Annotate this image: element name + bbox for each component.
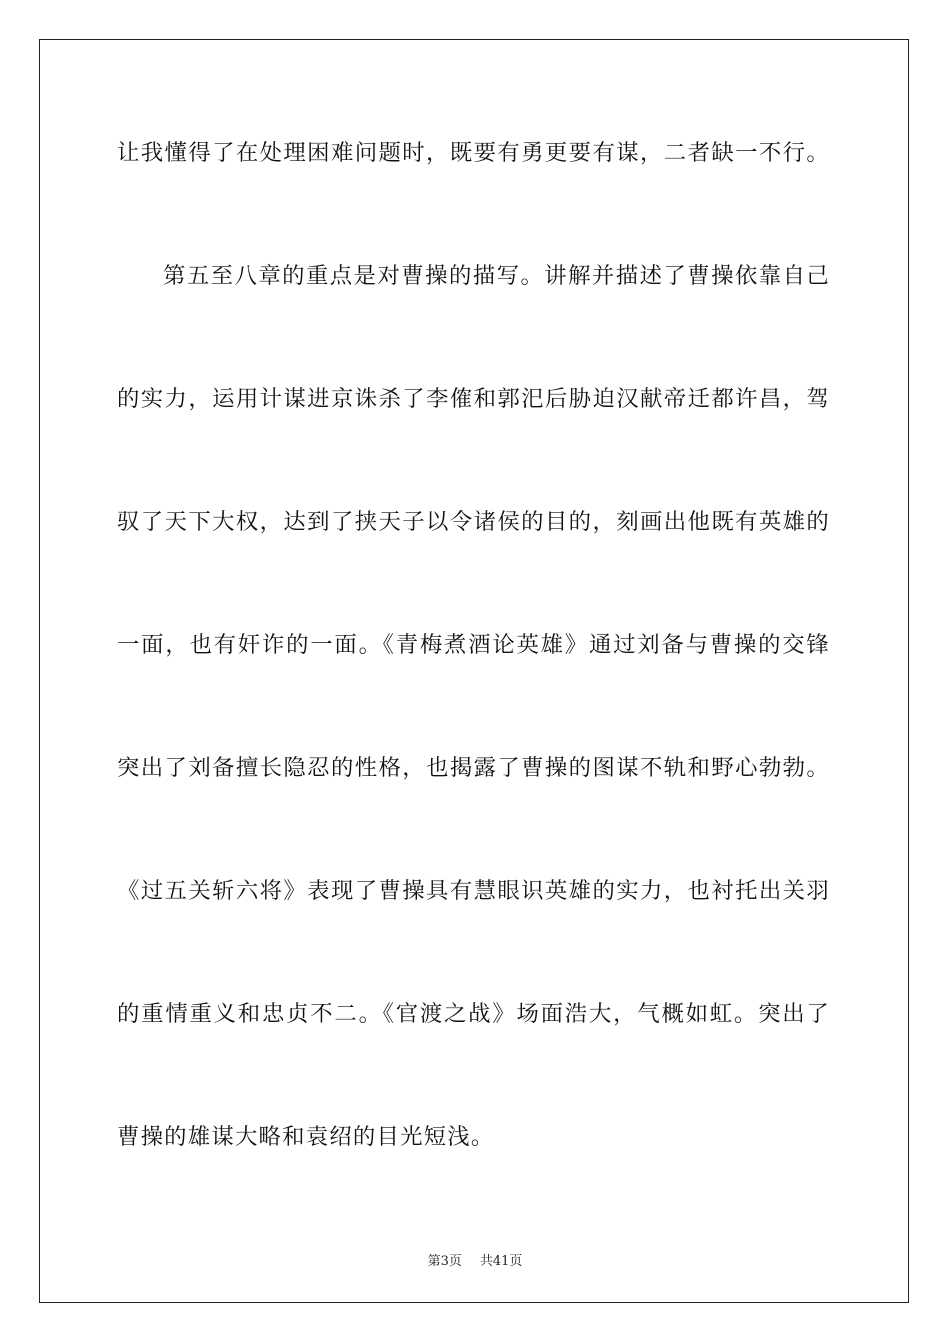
page-footer [0,1250,950,1269]
body-line-9: 曹操的雄谋大略和袁绍的目光短浅。 [117,1124,495,1150]
page-border [39,39,909,1303]
body-line-1: 让我懂得了在处理困难问题时，既要有勇更要有谋，二者缺一不行。 [117,140,830,166]
body-line-5: 一面，也有奸诈的一面。《青梅煮酒论英雄》通过刘备与曹操的交锋 [117,632,830,658]
body-line-6: 突出了刘备擅长隐忍的性格，也揭露了曹操的图谋不轨和野心勃勃。 [117,755,830,781]
page-number: 第3页 [427,1254,462,1269]
body-line-4: 驭了天下大权，达到了挟天子以令诸侯的目的，刻画出他既有英雄的 [117,509,830,535]
body-line-7: 《过五关斩六将》表现了曹操具有慧眼识英雄的实力，也衬托出关羽 [117,878,830,904]
body-line-2: 第五至八章的重点是对曹操的描写。讲解并描述了曹操依靠自己 [163,263,830,289]
body-line-3: 的实力，运用计谋进京诛杀了李傕和郭汜后胁迫汉献帝迁都许昌，驾 [117,386,830,412]
page-total: 共41页 [479,1254,523,1269]
body-line-8: 的重情重义和忠贞不二。《官渡之战》场面浩大，气概如虹。突出了 [117,1001,830,1027]
